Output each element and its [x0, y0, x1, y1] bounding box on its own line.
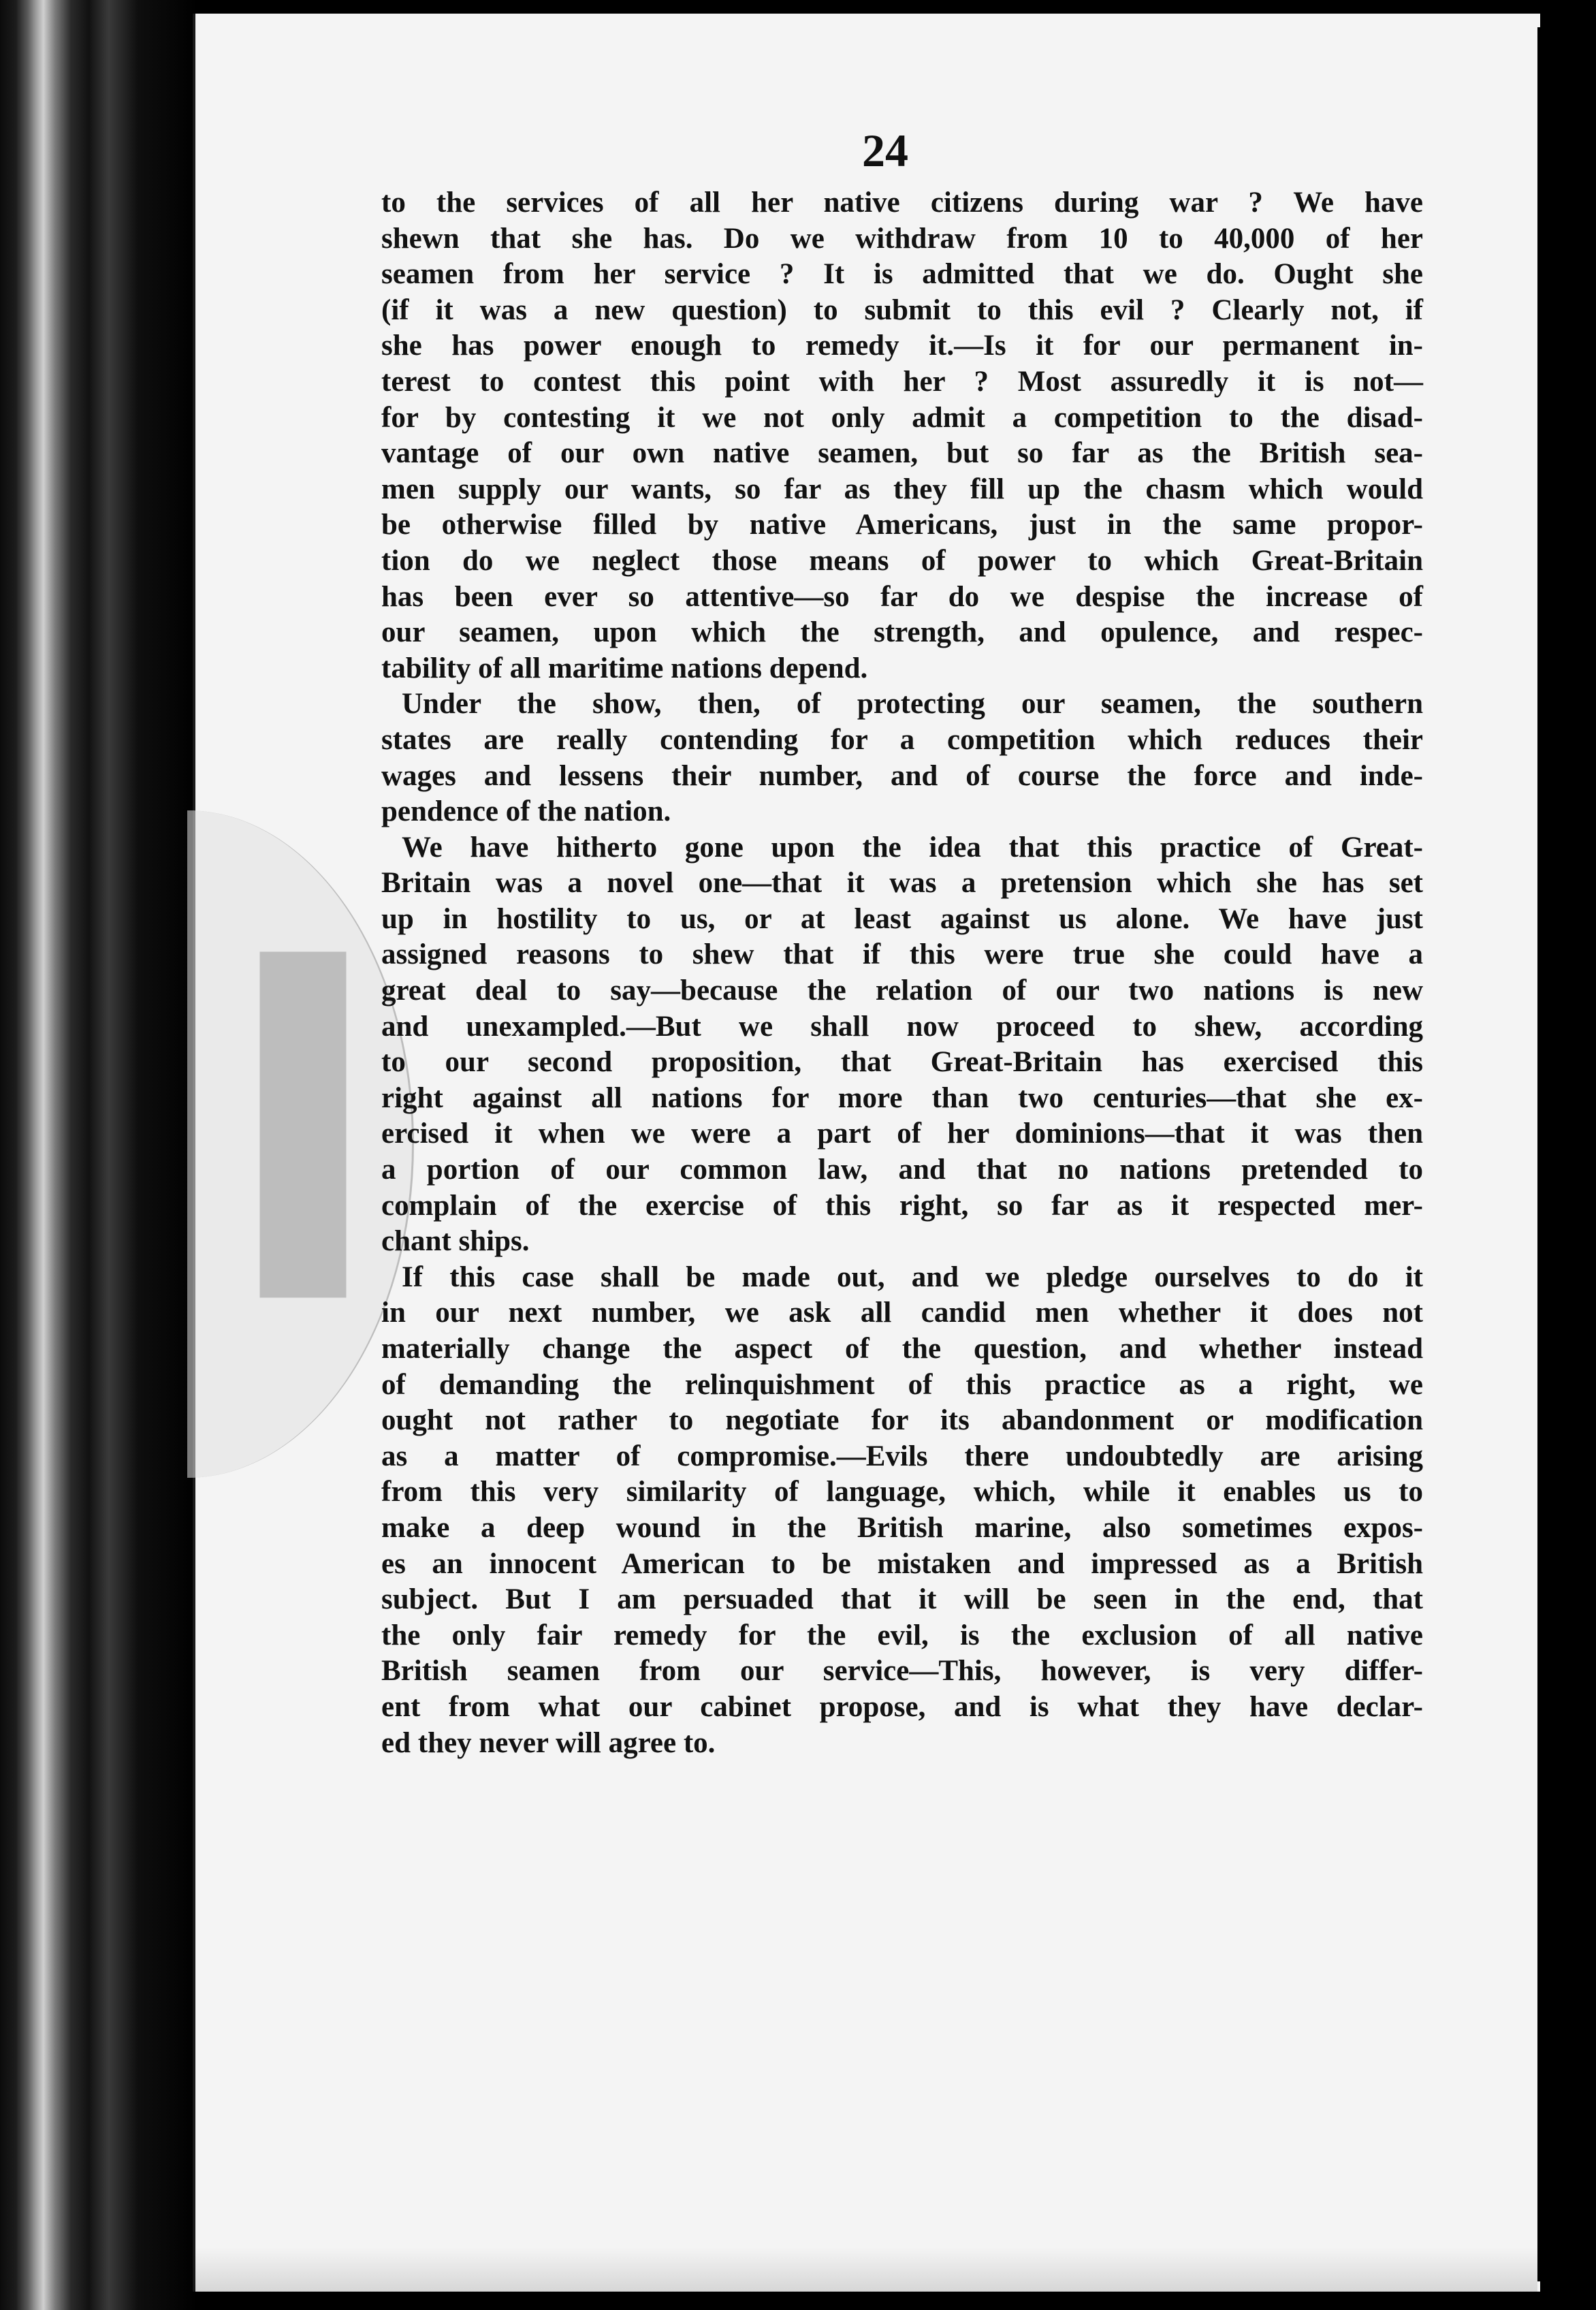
paragraph — [381, 185, 1423, 686]
text-line: ercised it when we were a part of her dominions—that it was then — [381, 1118, 1423, 1150]
text-line: ought not rather to negotiate for its abandonment or modification — [381, 1404, 1423, 1437]
text-line: complain of the exercise of this right, so far as it respected mer- — [381, 1189, 1423, 1222]
text-line: for by contesting it we not only admit a competition to the disad- — [381, 401, 1423, 434]
text-line: up in hostility to us, or at least against us alone. We have just — [381, 902, 1423, 935]
text-line: pendence of the nation. — [381, 795, 671, 828]
page-number: 24 — [862, 125, 908, 176]
text-line: to our second proposition, that Great-Britain has exercised this — [381, 1046, 1423, 1079]
text-line: tion do we neglect those means of power to which Great-Britain — [381, 544, 1423, 577]
text-line: Under the show, then, of protecting our seamen, the southern — [402, 688, 1423, 721]
text-line: she has power enough to remedy it.—Is it for our permanent in- — [381, 330, 1423, 362]
text-line: the only fair remedy for the evil, is the exclusion of all native — [381, 1619, 1423, 1651]
text-line: our seamen, upon which the strength, and opulence, and respec- — [381, 616, 1423, 649]
page-body-text — [381, 185, 1423, 1761]
text-line: We have hitherto gone upon the idea that this practice of Great- — [402, 831, 1423, 864]
text-line: make a deep wound in the British marine, also sometimes expos- — [381, 1511, 1423, 1544]
page-edge-divider — [1537, 27, 1542, 2281]
text-line: vantage of our own native seamen, but so far as the British sea- — [381, 437, 1423, 470]
text-line: to the services of all her native citizens during war ? We have — [381, 187, 1423, 219]
text-line: tability of all maritime nations depend. — [381, 652, 868, 684]
text-line: and unexampled.—But we shall now proceed to shew, according — [381, 1010, 1423, 1043]
text-line: be otherwise filled by native Americans, just in the same propor- — [381, 509, 1423, 541]
text-line: a portion of our common law, and that no nations pretended to — [381, 1154, 1423, 1186]
text-line: If this case shall be made out, and we pledge ourselves to do it — [402, 1261, 1423, 1293]
paragraph — [381, 1260, 1423, 1761]
text-line: great deal to say—because the relation of our two nations is new — [381, 975, 1423, 1007]
text-line: es an innocent American to be mistaken and impressed as a British — [381, 1547, 1423, 1580]
text-line: right against all nations for more than two centuries—that she ex- — [381, 1081, 1423, 1114]
book-binding-right — [1537, 0, 1596, 2310]
text-line: terest to contest this point with her ? Most assuredly it is not— — [381, 365, 1423, 398]
text-line: as a matter of compromise.—Evils there undoubtedly are arising — [381, 1440, 1423, 1472]
text-line: assigned reasons to shew that if this were true she could have a — [381, 938, 1423, 971]
book-binding-left — [0, 0, 197, 2310]
text-line: states are really contending for a competition which reduces their — [381, 723, 1423, 756]
page-shadow — [193, 2247, 1537, 2292]
text-line: from this very similarity of language, which, while it enables us to — [381, 1476, 1423, 1508]
paragraph — [381, 686, 1423, 829]
text-line: Britain was a novel one—that it was a pretension which she has set — [381, 867, 1423, 900]
text-line: ent from what our cabinet propose, and is what they have declar- — [381, 1690, 1423, 1723]
text-line: materially change the aspect of the question, and whether instead — [381, 1333, 1423, 1365]
text-line: ed they never will agree to. — [381, 1726, 716, 1759]
text-line: British seamen from our service—This, however, is very differ- — [381, 1655, 1423, 1688]
text-line: (if it was a new question) to submit to this evil ? Clearly not, if — [381, 294, 1423, 326]
text-line: subject. But I am persuaded that it will be seen in the end, that — [381, 1583, 1423, 1616]
paragraph — [381, 830, 1423, 1260]
text-line: shewn that she has. Do we withdraw from 10 to 40,000 of her — [381, 222, 1423, 255]
text-line: wages and lessens their number, and of course the force and inde- — [381, 759, 1423, 792]
text-line: in our next number, we ask all candid men whether it does not — [381, 1297, 1423, 1329]
text-line: men supply our wants, so far as they fill up the chasm which would — [381, 473, 1423, 505]
text-line: has been ever so attentive—so far do we despise the increase of — [381, 580, 1423, 613]
text-line: seamen from her service ? It is admitted that we do. Ought she — [381, 258, 1423, 291]
text-line: chant ships. — [381, 1225, 530, 1258]
text-line: of demanding the relinquishment of this practice as a right, we — [381, 1368, 1423, 1401]
